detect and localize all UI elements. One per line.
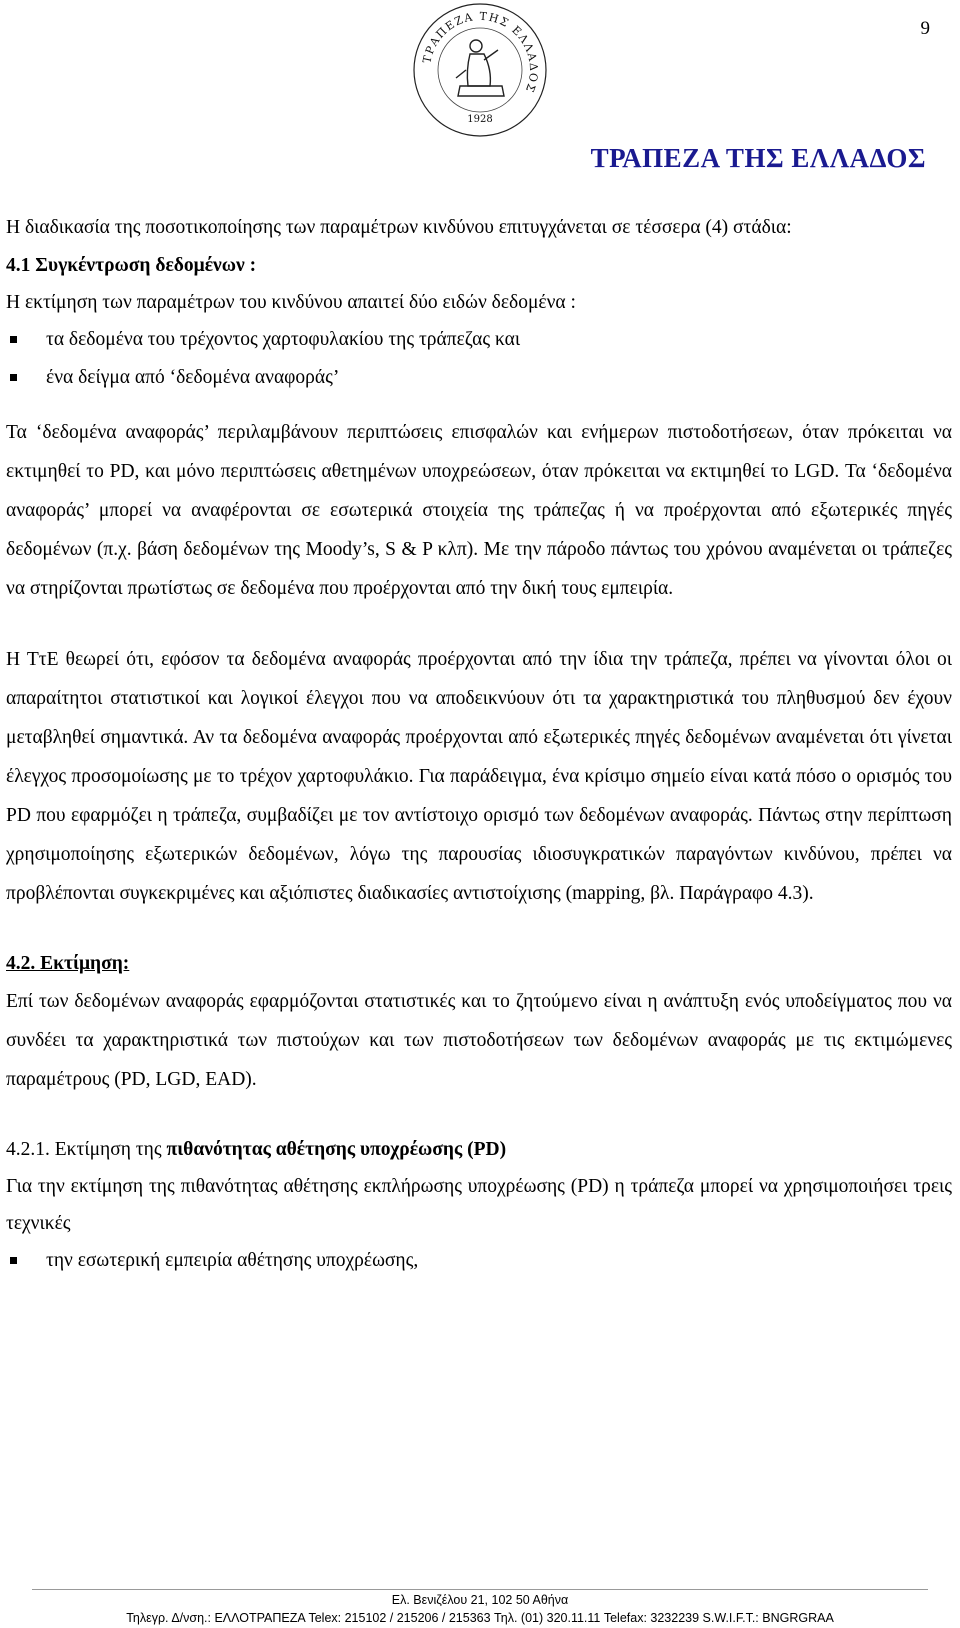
- seated-figure-seal-icon: [456, 40, 504, 96]
- footer-divider: [32, 1589, 928, 1590]
- seal-year: 1928: [467, 114, 493, 125]
- svg-text:ΤΡΑΠΕΖΑ ΤΗΣ ΕΛΛΑΔΟΣ: [420, 10, 540, 95]
- section-4-1-title: 4.1 Συγκέντρωση δεδομένων :: [6, 255, 257, 276]
- footer-contacts: Τηλεγρ. Δ/νση.: ΕΛΛΟΤΡΑΠΕΖΑ Telex: 215102 / 215206 / 215363 Τηλ. (01) 320.11.11 Telefax: 3232239 S.W.I.F.T.: BNGRGRAA: [126, 1611, 834, 1625]
- bank-of-greece-paragraph: Η ΤτΕ θεωρεί ότι, εφόσον τα δεδομένα αναφοράς προέρχονται από την ίδια την τράπεζα, πρέπει να γίνονται όλοι οι απαραίτητοι στατιστικοί και λογικοί έλεγχοι που να αποδεικνύουν ότι τα χαρακτηριστικά του πληθυσμού δεν έχουν μεταβληθεί σημαντικά. Αν τα δεδομένα αναφοράς προέρχονται από εξωτερικές πηγές δεδομένων αναμένεται ότι γίνεται έλεγχος προσομοίωσης με το τρέχον χαρτοφυλάκιο. Για παράδειγμα, ένα κρίσιμο σημείο είναι κατά πόσο ο ορισμός του PD που εφαρμόζει η τράπεζα, συμβαδίζει με τον αντίστοιχο ορισμό των δεδομένων αναφοράς. Πάντως στην περίπτωση χρησιμοποίησης εξωτερικών δεδομένων, λόγω της παρουσίας ιδιοσυγκρατικών παραγόντων κινδύνου, πρέπει να προβλέπονται συγκεκριμένες και αξιόπιστες διαδικασίες αντιστοίχισης (mapping, βλ. Παράγραφο 4.3).: [6, 649, 952, 904]
- bank-name-heading: ΤΡΑΠΕΖΑ ΤΗΣ ΕΛΛΑΔΟΣ: [590, 143, 926, 173]
- estimation-paragraph: Επί των δεδομένων αναφοράς εφαρμόζονται στατιστικές και το ζητούμενο είναι η ανάπτυξη ενός υποδείγματος που να συνδέει τα χαρακτηριστικά των πιστούχων και των πιστοδοτήσεων των δεδομένων αναφοράς με τις εκτιμώμενες παραμέτρους (PD, LGD, EAD).: [6, 991, 952, 1090]
- section-4-2-title: 4.2. Εκτίμηση:: [6, 953, 130, 974]
- pd-techniques-list: [6, 1242, 952, 1280]
- intro-paragraph: Η διαδικασία της ποσοτικοποίησης των παραμέτρων κινδύνου επιτυγχάνεται σε τέσσερα (4) στάδια:: [6, 217, 792, 238]
- section-4-1-lead: Η εκτίμηση των παραμέτρων του κινδύνου απαιτεί δύο ειδών δεδομένα :: [6, 292, 576, 313]
- document-body: [6, 208, 952, 1280]
- list-item: τα δεδομένα του τρέχοντος χαρτοφυλακίου της τράπεζας και: [6, 321, 952, 359]
- list-item: ένα δείγμα από ‘δεδομένα αναφοράς’: [6, 359, 952, 397]
- page-number: 9: [920, 18, 930, 39]
- section-4-2-1-title: 4.2.1. Εκτίμηση της πιθανότητας αθέτησης υποχρέωσης (PD): [6, 1139, 507, 1160]
- reference-data-paragraph: Τα ‘δεδομένα αναφοράς’ περιλαμβάνουν περιπτώσεις επισφαλών και ενήμερων πιστοδοτήσεων, όταν πρόκειται να εκτιμηθεί το PD, και μόνο περιπτώσεις αθετημένων υποχρεώσεων, όταν πρόκειται να εκτιμηθεί το LGD. Τα ‘δεδομένα αναφοράς’ μπορεί να αναφέρονται σε εσωτερικά στοιχεία της τράπεζας ή να προέρχονται από εξωτερικές πηγές δεδομένων (π.χ. βάση δεδομένων της Moody’s, S & P κλπ). Με την πάροδο πάντως του χρόνου αναμένεται οι τράπεζες να στηρίζονται πρωτίστως σε δεδομένα που προέρχονται από την δική τους εμπειρία.: [6, 422, 952, 599]
- list-item: την εσωτερική εμπειρία αθέτησης υποχρέωσης,: [6, 1242, 952, 1280]
- seal-ring-text: ΤΡΑΠΕΖΑ ΤΗΣ ΕΛΛΑΔΟΣ: [420, 9, 541, 96]
- footer-address: Ελ. Βενιζέλου 21, 102 50 Αθήνα: [391, 1593, 569, 1607]
- pd-estimation-paragraph: Για την εκτίμηση της πιθανότητας αθέτησης εκπλήρωσης υποχρέωσης (PD) η τράπεζα μπορεί να χρησιμοποιήσει τρεις τεχνικές: [6, 1176, 952, 1234]
- data-types-list: [6, 321, 952, 397]
- bank-seal-logo: [410, 0, 550, 140]
